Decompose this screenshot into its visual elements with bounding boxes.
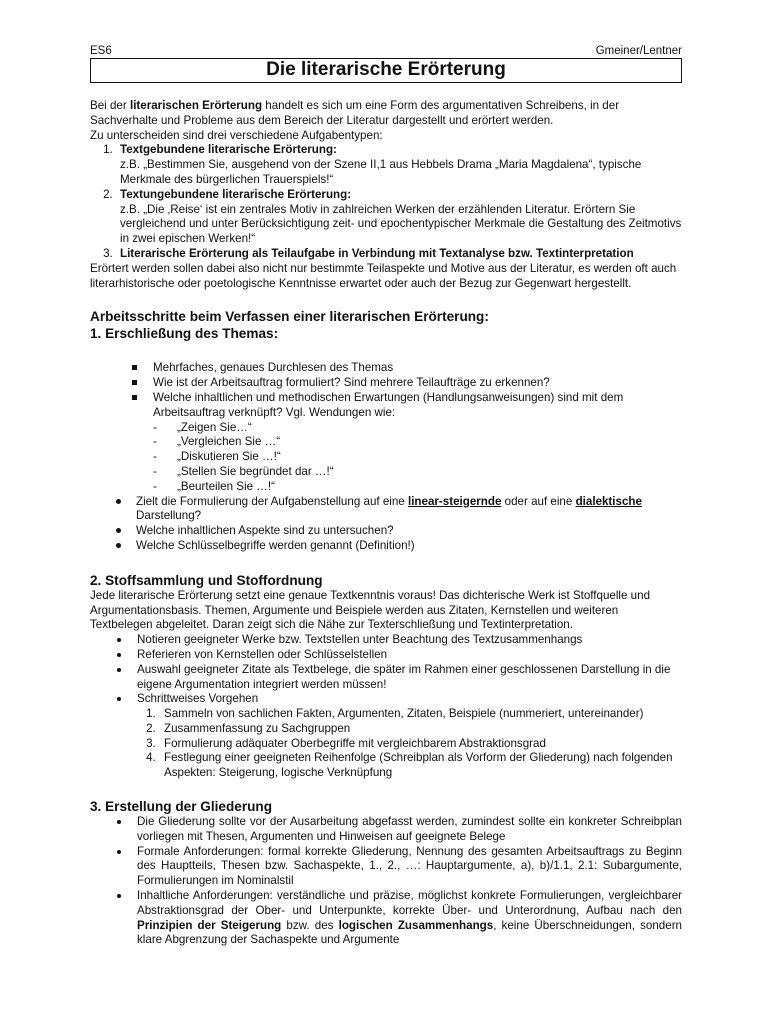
list-item: Auswahl geeigneter Zitate als Textbelege, die später im Rahmen einer geschlossenen Darstellung in die eigene Argumentation integriert werden müssen! (113, 663, 682, 693)
list-item: Wie ist der Arbeitsauftrag formuliert? Sind mehrere Teilaufträge zu erkennen? (131, 376, 682, 391)
list-item: Welche inhaltlichen Aspekte sind zu untersuchen? (112, 524, 682, 539)
list-item: 3. Formulierung adäquater Oberbegriffe mit vergleichbarem Abstraktionsgrad (159, 737, 682, 752)
document-page (90, 44, 682, 948)
header-left: ES6 (90, 45, 112, 57)
list-item: Inhaltliche Anforderungen: verständliche und präzise, möglichst konkrete Formulierungen, vergleichbarer Abstraktionsgrad der Ober- und Unterpunkte, korrekte Über- und Unterordnung, Aufbau nach den Prinzipien der Steigerung bzw. des logischen Zusammenhangs, keine Überschneidungen, sondern klare Abgrenzung der Sachaspekte und Argumente (113, 889, 682, 948)
page-header (90, 44, 682, 58)
list-item: Welche Schlüsselbegriffe werden genannt (Definition!) (112, 539, 682, 554)
steps-list (137, 707, 682, 781)
list-item: 1. Sammeln von sachlichen Fakten, Argumenten, Zitaten, Beispiele (nummeriert, untereinander) (159, 707, 682, 722)
intro-types-lead: Zu unterscheiden sind drei verschiedene Aufgabentypen: (90, 128, 383, 142)
section-2-heading: 2. Stoffsammlung und Stoffordnung (90, 572, 323, 588)
intro-paragraph: Bei der literarischen Erörterung handelt es sich um eine Form des argumentativen Schreibens, in der Sachverhalte und Probleme aus dem Bereich der Literatur dargestellt und erörtert werden. (90, 99, 620, 127)
bullet-list (90, 815, 682, 948)
intro-closing: Erörtert werden sollen dabei also nicht nur bestimmte Teilaspekte und Motive aus der Literatur, es werden oft auch literarhistorische oder poetologische Kenntnisse erwartet oder auch der Bezug zur Gegenwart hergestellt. (90, 261, 677, 290)
dash-list (153, 421, 682, 495)
list-item: - „Stellen Sie begründet dar …!“ (153, 465, 682, 480)
task-types-list (90, 143, 682, 261)
list-item: - „Vergleichen Sie …“ (153, 435, 682, 450)
list-item: - „Zeigen Sie…“ (153, 421, 682, 436)
list-item: Notieren geeigneter Werke bzw. Textstellen unter Beachtung des Textzusammenhangs (113, 633, 682, 648)
list-item: 4. Festlegung einer geeigneten Reihenfolge (Schreibplan als Vorform der Gliederung) nach folgenden Aspekten: Steigerung, logische Verknüpfung (159, 751, 682, 781)
list-item: 2. Textungebundene literarische Erörterung: z.B. „Die ‚Reise‘ ist ein zentrales Motiv in zahlreichen Werken der erzählenden Literatur. Erörtern Sie vergleichend und unter Berücksichtigung zeit- und epochentypischer Merkmale die Gestaltung des Zeitmotivs in zwei epischen Werken!“ (116, 188, 682, 247)
list-item: 3. Literarische Erörterung als Teilaufgabe in Verbindung mit Textanalyse bzw. Textinterpretation (116, 247, 682, 262)
section-3-heading: 3. Erstellung der Gliederung (90, 799, 273, 815)
section-2-text: Jede literarische Erörterung setzt eine genaue Textkenntnis voraus! Das dichterische Werk ist Stoffquelle und Argumentationsbasis. Themen, Argumente und Beispiele werden aus Zitaten, Kernstellen und weiteren Textbelegen abgeleitet. Daran zeigt sich die Nähe zur Texterschließung und Textinterpretation. (90, 588, 651, 632)
list-item: - „Diskutieren Sie …!“ (153, 450, 682, 465)
list-item: 2. Zusammenfassung zu Sachgruppen (159, 722, 682, 737)
section-1-heading: 1. Erschließung des Themas: (90, 326, 279, 342)
list-item: Zielt die Formulierung der Aufgabenstellung auf eine linear-steigernde oder auf eine dialektische Darstellung? (112, 495, 682, 525)
bullet-list (90, 495, 682, 554)
bullet-list (90, 633, 682, 781)
section-heading: Arbeitsschritte beim Verfassen einer literarischen Erörterung: (90, 309, 489, 325)
document-title: Die literarische Erörterung (90, 58, 682, 83)
list-item: Mehrfaches, genaues Durchlesen des Themas (131, 361, 682, 376)
list-item: - „Beurteilen Sie …!“ (153, 480, 682, 495)
list-item: Schrittweises Vorgehen 1. Sammeln von sachlichen Fakten, Argumenten, Zitaten, Beispiele (nummeriert, untereinander) 2. Zusammenfassung zu Sachgruppen 3. Formulierung adäquater Oberbegriffe mit vergleichbarem Abstraktionsgrad 4. Festlegung einer geeigneten Reihenfolge (Schreibplan als Vorform der Gliederung) nach folgenden Aspekten: Steigerung, logische Verknüpfung (113, 692, 682, 781)
square-list (90, 361, 682, 494)
list-item: Referieren von Kernstellen oder Schlüsselstellen (113, 648, 682, 663)
header-right: Gmeiner/Lentner (595, 45, 682, 57)
list-item: Welche inhaltlichen und methodischen Erwartungen (Handlungsanweisungen) sind mit dem Arbeitsauftrag verknüpft? Vgl. Wendungen wie: - „Zeigen Sie…“ - „Vergleichen Sie …“ - „Diskutieren Sie …!“ - „Stellen Sie begründet dar …!“ - „Beurteilen Sie …!“ (131, 391, 682, 495)
list-item: 1. Textgebundene literarische Erörterung: z.B. „Bestimmen Sie, ausgehend von der Szene II,1 aus Hebbels Drama „Maria Magdalena“, typische Merkmale des bürgerlichen Trauerspiels!“ (116, 143, 682, 187)
list-item: Formale Anforderungen: formal korrekte Gliederung, Nennung des gesamten Arbeitsauftrags zu Beginn des Hauptteils, Thesen bzw. Sachaspekte, 1., 2., …: Hauptargumente, a), b)/1.1, 2.1: Subargumente, Formulierungen im Nominalstil (113, 845, 682, 889)
list-item: Die Gliederung sollte vor der Ausarbeitung abgefasst werden, zumindest sollte ein konkreter Schreibplan vorliegen mit Thesen, Argumenten und Hinweisen auf geeignete Belege (113, 815, 682, 845)
